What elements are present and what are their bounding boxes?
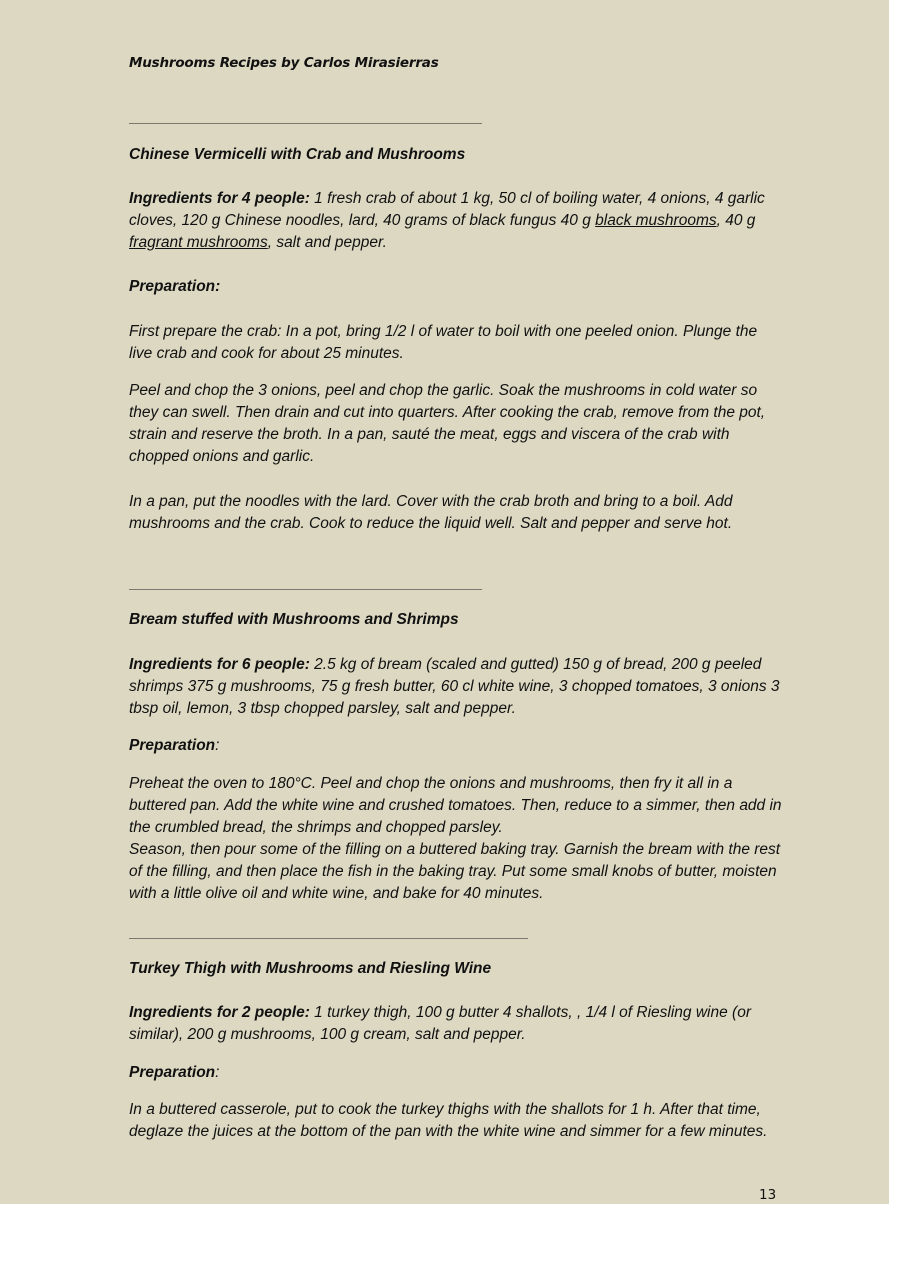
preparation-step: In a buttered casserole, put to cook the turkey thighs with the shallots for 1 h. After that time, deglaze the juices at the bottom of the pan with the white wine and simmer for a few minutes.: [129, 1101, 768, 1140]
preparation-label: Preparation: [129, 1064, 216, 1081]
ingredients-label: Ingredients for 2 people:: [129, 1004, 310, 1021]
fragrant-mushrooms-link[interactable]: fragrant mushrooms: [129, 234, 268, 251]
ingredients-label: Ingredients for 4 people:: [129, 190, 310, 207]
ingredients-text: 1 fresh crab of about 1 kg, 50 cl of boiling water, 4 onions, 4 garlic cloves, 120 g Chinese noodles, lard, 40 grams of black fungus 40 g: [129, 190, 765, 229]
section-divider: [129, 938, 528, 939]
preparation-colon: :: [215, 1064, 220, 1081]
section-divider: [129, 123, 482, 124]
ingredients-text: 2.5 kg of bream (scaled and gutted) 150 g of bread, 200 g peeled shrimps 375 g mushrooms, 75 g fresh butter, 60 cl white wine, 3 chopped tomatoes, 3 onions 3 tbsp oil, lemon, 3 tbsp chopped parsley, salt and pepper.: [129, 656, 780, 717]
running-header: Mushrooms Recipes by Carlos Mirasierras: [129, 55, 439, 71]
preparation-colon: :: [215, 737, 220, 754]
ingredients-text: 1 turkey thigh, 100 g butter 4 shallots, , 1/4 l of Riesling wine (or similar), 200 g mushrooms, 100 g cream, salt and pepper.: [129, 1004, 751, 1043]
preparation-step: First prepare the crab: In a pot, bring 1/2 l of water to boil with one peeled onion. Plunge the live crab and cook for about 25 minutes.: [129, 323, 758, 362]
preparation-label: Preparation:: [129, 278, 221, 295]
ingredients-paragraph: [129, 1002, 784, 1046]
ingredients-paragraph: [129, 654, 784, 720]
preparation-label: Preparation: [129, 737, 216, 754]
recipe-title: Turkey Thigh with Mushrooms and Riesling Wine: [129, 960, 492, 977]
preparation-step: Peel and chop the 3 onions, peel and chop the garlic. Soak the mushrooms in cold water so they can swell. Then drain and cut into quarters. After cooking the crab, remove from the pot, strain and reserve the broth. In a pan, sauté the meat, eggs and viscera of the crab with chopped onions and garlic.: [129, 382, 766, 465]
ingredients-paragraph: [129, 188, 784, 254]
preparation-heading: [129, 735, 784, 757]
ingredients-label: Ingredients for 6 people:: [129, 656, 310, 673]
recipe-title: Chinese Vermicelli with Crab and Mushrooms: [129, 146, 466, 163]
recipe-title: Bream stuffed with Mushrooms and Shrimps: [129, 611, 459, 628]
black-mushrooms-link[interactable]: black mushrooms: [595, 212, 717, 229]
section-divider: [129, 589, 482, 590]
ingredients-text: , salt and pepper.: [267, 234, 387, 251]
preparation-step: Preheat the oven to 180°C. Peel and chop the onions and mushrooms, then fry it all in a buttered pan. Add the white wine and crushed tomatoes. Then, reduce to a simmer, then add in the crumbled bread, the shrimps and chopped parsley.: [129, 775, 782, 836]
preparation-step: In a pan, put the noodles with the lard. Cover with the crab broth and bring to a boil. Add mushrooms and the crab. Cook to reduce the liquid well. Salt and pepper and serve hot.: [129, 493, 733, 532]
page-number: 13: [759, 1187, 777, 1203]
preparation-step: Season, then pour some of the filling on a buttered baking tray. Garnish the bream with the rest of the filling, and then place the fish in the baking tray. Put some small knobs of butter, moisten with a little olive oil and white wine, and bake for 40 minutes.: [129, 841, 781, 902]
preparation-heading: [129, 1062, 784, 1084]
ingredients-text: , 40 g: [716, 212, 756, 229]
